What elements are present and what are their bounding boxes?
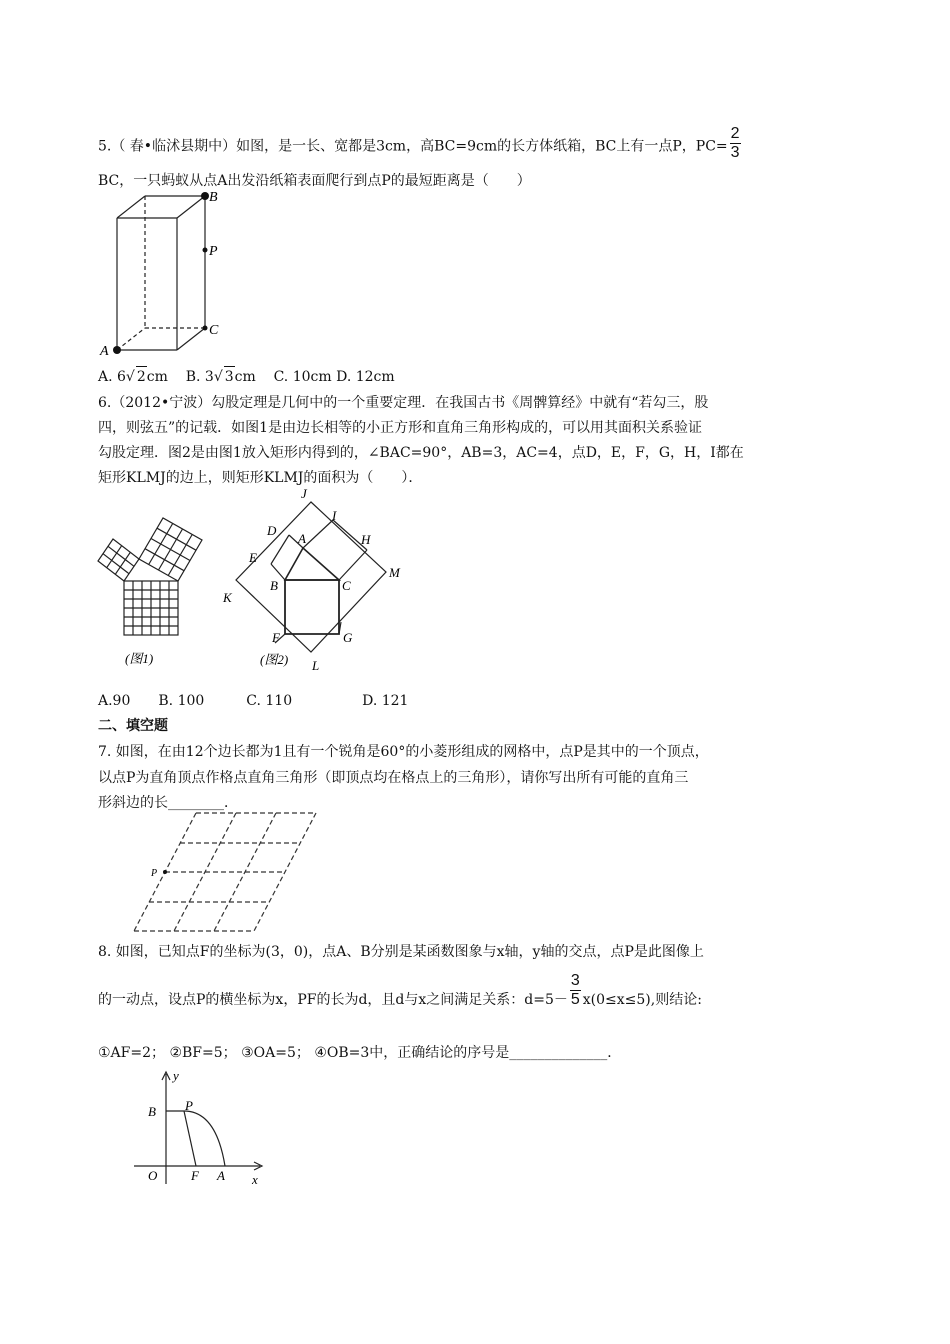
label-l: L	[312, 658, 320, 673]
q5-box-figure	[95, 186, 230, 358]
q8-coordinate-figure	[130, 1066, 275, 1191]
fig2-caption: (图2)	[260, 652, 289, 667]
label-j: J	[301, 486, 307, 501]
grid-point-p	[163, 870, 167, 874]
point-a-dot	[113, 346, 121, 354]
q8-fraction: $\frac{3}{5}$	[570, 971, 580, 1008]
label-a2: A	[298, 531, 306, 546]
q7-rhombus-grid	[115, 805, 330, 935]
label-i: I	[332, 508, 337, 523]
label-p3: P	[185, 1098, 193, 1113]
q6-line1: 6.（2012•宁波）勾股定理是几何中的一个重要定理．在我国古书《周髀算经》中就有“若勾三，股	[98, 395, 709, 411]
q5-line2: BC，一只蚂蚁从点A出发沿纸箱表面爬行到点P的最短距离是（ ）	[98, 173, 531, 189]
label-e: E	[249, 550, 257, 565]
label-c2: C	[342, 578, 351, 593]
q6-line3: 勾股定理．图2是由图1放入矩形内得到的，∠BAC=90°，AB=3，AC=4，点D，E，F，G，H，I都在	[98, 445, 744, 461]
label-o: O	[148, 1168, 158, 1183]
label-b: B	[209, 190, 218, 205]
label-x: x	[252, 1172, 258, 1187]
label-a: A	[100, 344, 109, 358]
q6-options: A.90 B. 100 C. 110 D. 121	[98, 693, 409, 709]
label-y: y	[173, 1068, 179, 1083]
point-c-dot	[203, 326, 208, 331]
label-f: F	[272, 630, 280, 645]
q5-fraction: $\frac{2}{3}$	[730, 125, 740, 161]
label-g: G	[343, 630, 353, 645]
q6-figure2	[215, 480, 415, 680]
q8-line3: ①AF=2； ②BF=5； ③OA=5； ④OB=3中，正确结论的序号是______________．	[98, 1045, 622, 1061]
q7-line3: 形斜边的长________．	[98, 795, 238, 811]
point-p-dot	[203, 248, 208, 253]
label-d: D	[267, 523, 277, 538]
point-b-dot	[201, 192, 209, 200]
label-m: M	[389, 565, 400, 580]
label-p-grid: P	[151, 868, 158, 879]
label-a3: A	[217, 1168, 225, 1183]
q5-line1: 5.（ 春•临沭县期中）如图，是一长、宽都是3cm，高BC=9cm的长方体纸箱，BC上有一点P，PC= $\frac{2}{3}$	[98, 125, 740, 161]
label-f3: F	[191, 1168, 199, 1183]
label-h: H	[361, 532, 371, 547]
q7-line1: 7. 如图，在由12个边长都为1且有一个锐角是60°的小菱形组成的网格中，点P是其中的一个顶点，	[98, 744, 709, 760]
q8-line1: 8. 如图，已知点F的坐标为(3，0)，点A、B分别是某函数图象与x轴，y轴的交点，点P是此图像上	[98, 944, 704, 960]
label-p: P	[209, 244, 218, 259]
q6-figure1	[95, 515, 210, 675]
fig1-caption: (图1)	[125, 651, 154, 666]
q7-line2: 以点P为直角顶点作格点直角三角形（即顶点均在格点上的三角形），请你写出所有可能的直角三	[98, 770, 689, 786]
q6-line4: 矩形KLMJ的边上，则矩形KLMJ的面积为（ ）．	[98, 470, 423, 486]
label-b3: B	[148, 1104, 156, 1119]
label-k: K	[223, 590, 232, 605]
q5-options: A. 6√ 2cm B. 3√ 3cm C. 10cm D. 12cm	[98, 366, 395, 387]
q8-line2: 的一动点，设点P的横坐标为x，PF的长为d，且d与x之间满足关系：d=5－ $\frac{3}{5}$ x(0≤x≤5),则结论:	[98, 971, 702, 1008]
q6-line2: 四，则弦五”的记载．如图1是由边长相等的小正方形和直角三角形构成的，可以用其面积关系验证	[98, 420, 703, 436]
section-title-fill-blank: 二、填空题	[98, 718, 168, 734]
label-c: C	[209, 323, 219, 338]
label-b2: B	[270, 578, 278, 593]
